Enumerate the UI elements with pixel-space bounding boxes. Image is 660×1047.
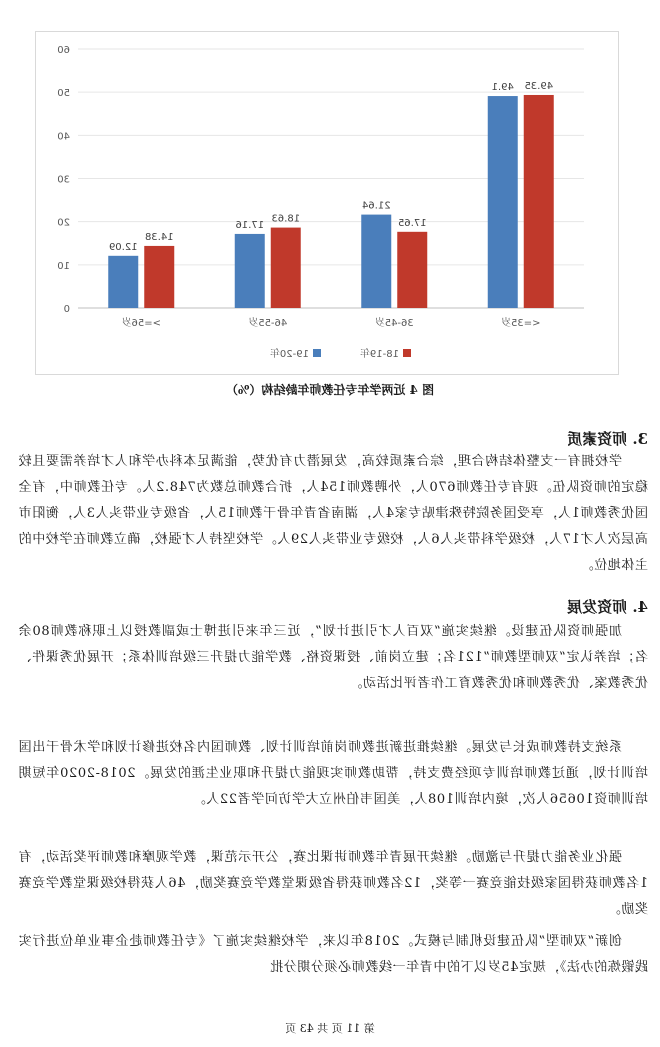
bar — [397, 232, 427, 308]
bar — [488, 96, 518, 308]
legend-swatch — [313, 349, 321, 357]
data-label: 12.09 — [108, 241, 138, 253]
x-tick-label: <=35岁 — [501, 318, 541, 329]
paragraph-dual-qualified: 创新“双师型”队伍建设机制与模式。2018年以来，学校继续实施了《专任教师赴企事业单位进行实践锻炼的办法》，规定45岁以下的中青年一线教师必须分期分批 — [18, 934, 648, 975]
y-tick-label: 10 — [57, 260, 70, 272]
x-tick-label: >=56岁 — [121, 318, 161, 329]
y-tick-label: 0 — [63, 304, 70, 315]
legend-label: 18-19年 — [359, 349, 399, 360]
page-number-footer: 第 11 页 共 43 页 — [285, 1022, 375, 1035]
y-tick-label: 30 — [57, 174, 70, 186]
age-structure-bar-chart — [34, 32, 618, 376]
data-label: 49.35 — [524, 80, 554, 92]
data-label: 18.63 — [271, 213, 301, 225]
y-tick-label: 20 — [57, 217, 70, 229]
data-label: 17.65 — [397, 217, 427, 229]
legend-label: 19-20年 — [269, 349, 309, 360]
data-label: 21.64 — [361, 200, 391, 212]
bar — [144, 246, 174, 308]
chart-container — [35, 31, 619, 375]
paragraph-teacher-quality: 学校拥有一支整体结构合理，综合素质较高，发展潜力有优势，能满足本科办学和人才培养需要且较稳定的师资队伍。现有专任教师670人，外聘教师154人，折合教师总数为748.2人。专任教师中，有全国优秀教师1人，享受国务院特殊津贴专家4人，湖南省青年骨干教师15人，省级专业带头人3人，衡阳市高层次人才17人，校级学科带头人6人，校级专业带头人29人。学校坚持人才强校，确立教师在学校中的主体地位。 — [18, 454, 648, 573]
paragraph-team-building: 加强师资队伍建设。继续实施“双百人才引进计划”，近三年来引进博士或副教授以上职称教师80余名；培养认定“双师型教师”121名；建立岗前、授课资格、教学能力提升三级培训体系；开展优秀课件、优秀教案、优秀教师和优秀教育工作者评比活动。 — [18, 624, 648, 691]
data-label: 17.16 — [235, 219, 265, 231]
paragraph-capability-incentive: 强化业务能力提升与激励。继续开展青年教师讲课比赛，公开示范课，教学观摩和教师评奖活动，有1名教师获得国家级技能竞赛一等奖，12名教师获得省级课堂教学竞赛奖励，46人获得校级课堂教学竞赛奖励。 — [18, 850, 648, 917]
legend-swatch — [403, 349, 411, 357]
y-tick-label: 50 — [57, 88, 70, 100]
bar — [524, 95, 554, 308]
paragraph-growth-support: 系统支持教师成长与发展。继续推进新进教师岗前培训计划、教师国内名校进修计划和学术骨干出国培训计划，通过教师培训专项经费支持，帮助教师实现能力提升和职业生涯的发展。2018-2020年短期培训师资10656人次，境内培训108人，美国韦伯州立大学访问学者22人。 — [18, 740, 648, 807]
figure-caption: 图 4 近两学年专任教师年龄结构（%） — [225, 383, 435, 397]
bar — [235, 234, 265, 308]
y-tick-label: 40 — [57, 131, 70, 143]
data-label: 49.1 — [491, 82, 514, 94]
bar — [361, 215, 391, 308]
x-tick-label: 36-45岁 — [374, 318, 414, 329]
section-heading-teacher-quality: 3. 师资素质 — [567, 430, 648, 448]
x-tick-label: 46-55岁 — [248, 318, 288, 329]
bar — [271, 228, 301, 308]
y-tick-label: 60 — [57, 45, 70, 56]
section-heading-teacher-development: 4. 师资发展 — [567, 598, 648, 616]
bar — [108, 256, 138, 308]
data-label: 14.38 — [144, 231, 174, 243]
